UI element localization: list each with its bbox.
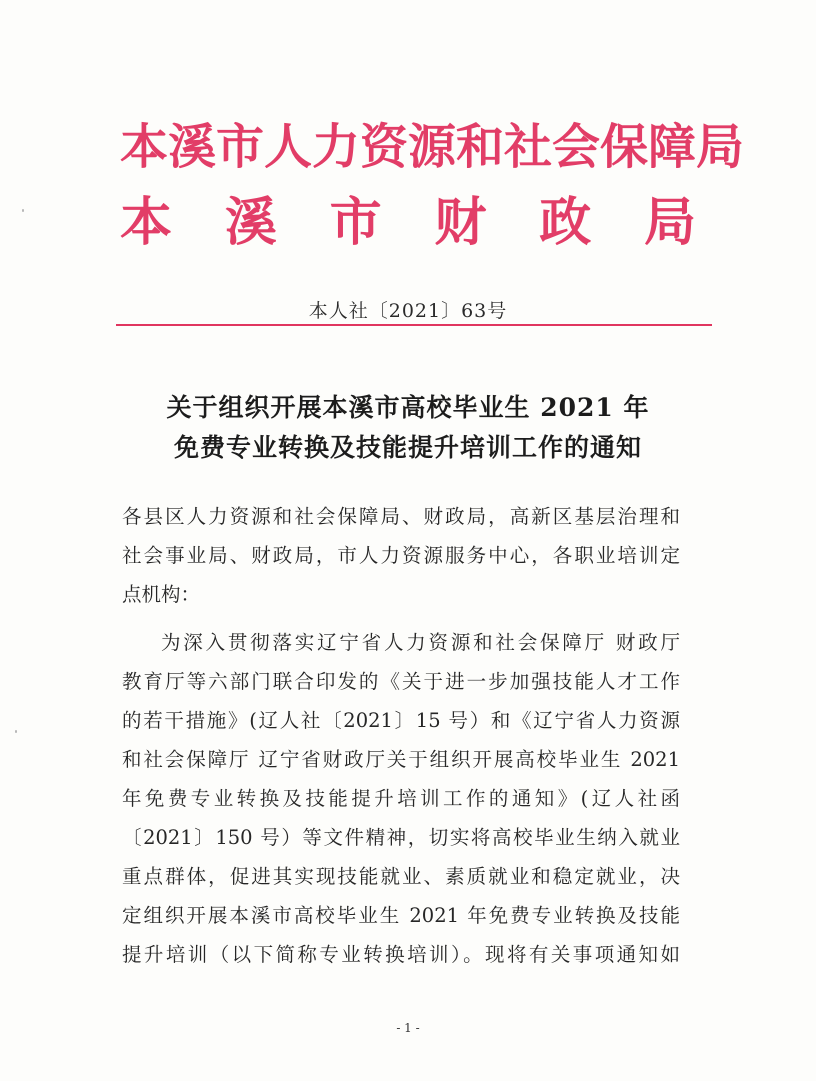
scan-speck (15, 730, 17, 733)
red-divider-line (116, 324, 712, 326)
body-paragraph-line: 年免费专业转换及技能提升培训工作的通知》(辽人社函 (122, 787, 680, 810)
notice-title-line-1: 关于组织开展本溪市高校毕业生 2021 年 (166, 393, 650, 422)
scan-speck (22, 209, 24, 212)
addressee-line-1: 各县区人力资源和社会保障局、财政局，高新区基层治理和 (122, 505, 680, 528)
body-paragraph-line: 和社会保障厅 辽宁省财政厅关于组织开展高校毕业生 2021 (122, 748, 680, 771)
body-paragraph-line: 为深入贯彻落实辽宁省人力资源和社会保障厅 财政厅 (161, 631, 680, 654)
page-number: - 1 - (396, 1021, 420, 1035)
notice-title-line-2: 免费专业转换及技能提升培训工作的通知 (173, 433, 642, 462)
body-paragraph-line: 〔2021〕150 号）等文件精神，切实将高校毕业生纳入就业 (122, 826, 680, 849)
document-number: 本人社〔2021〕63号 (308, 300, 508, 322)
issuing-agency-finance: 本 溪 市 财 政 局 (120, 192, 696, 253)
addressee-line-2: 社会事业局、财政局，市人力资源服务中心，各职业培训定 (122, 544, 680, 567)
body-paragraph-line: 教育厅等六部门联合印发的《关于进一步加强技能人才工作 (122, 670, 680, 693)
issuing-agency-hrss: 本溪市人力资源和社会保障局 (120, 119, 745, 175)
body-paragraph-line: 提升培训（以下简称专业转换培训）。现将有关事项通知如 (122, 943, 680, 966)
addressee-line-3: 点机构： (122, 583, 201, 606)
body-paragraph-line: 定组织开展本溪市高校毕业生 2021 年免费专业转换及技能 (122, 904, 680, 927)
body-paragraph-line: 重点群体，促进其实现技能就业、素质就业和稳定就业，决 (122, 865, 680, 888)
body-paragraph-line: 的若干措施》(辽人社〔2021〕15 号）和《辽宁省人力资源 (122, 709, 680, 732)
